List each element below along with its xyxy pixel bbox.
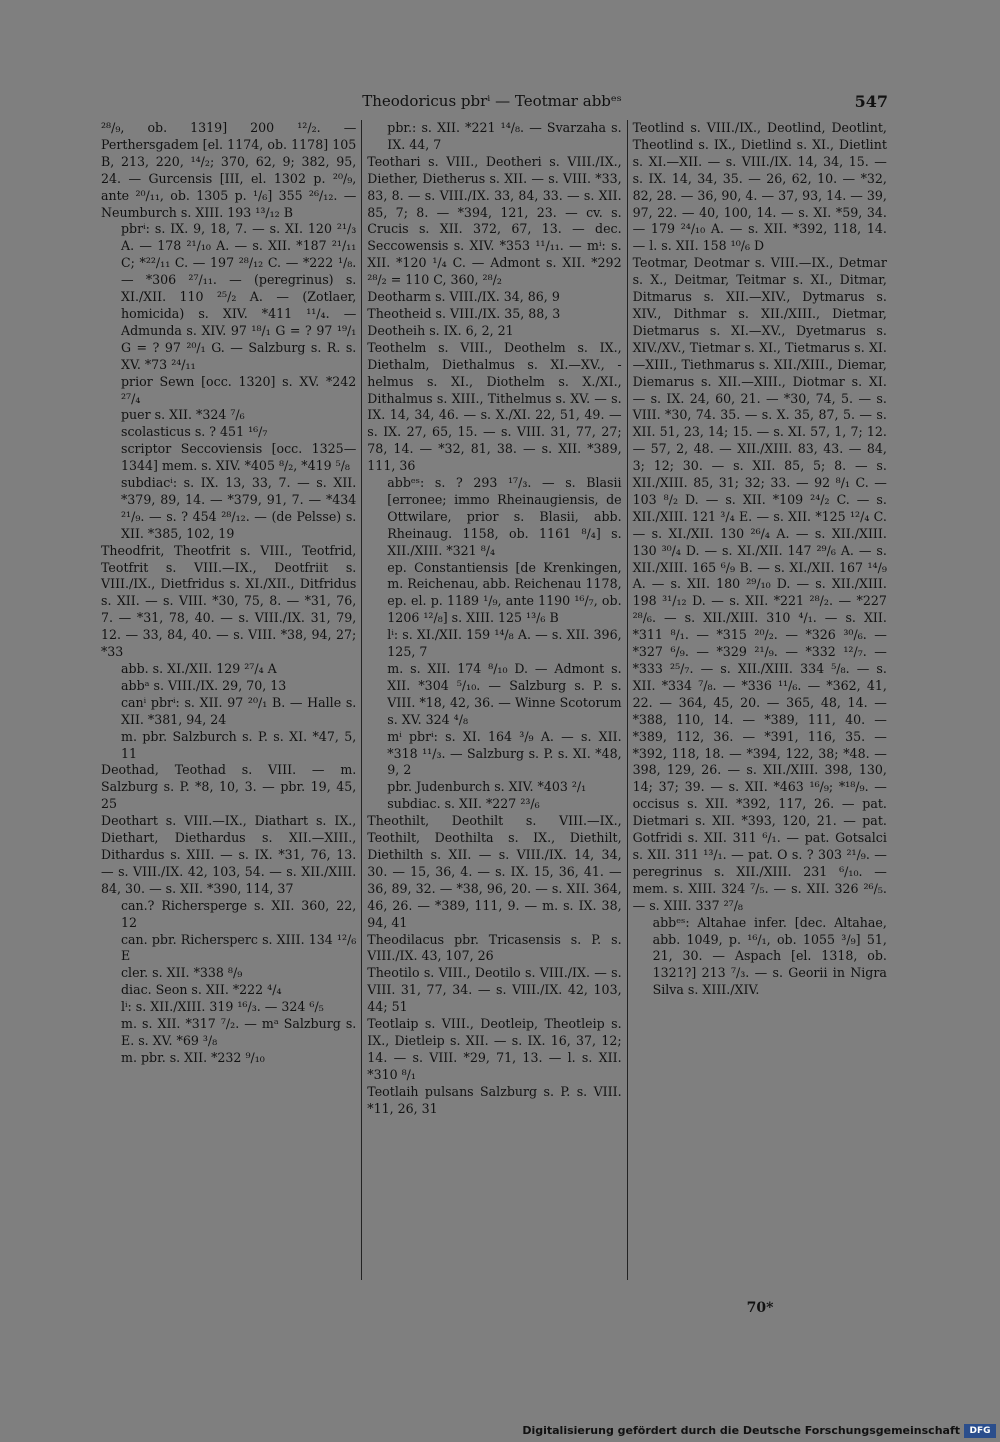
index-subentry: lⁱ: s. XI./XII. 159 ¹⁴/₈ A. — s. XII. 396, 125, 7 <box>387 627 622 660</box>
index-subentry: cler. s. XII. *338 ⁸/₉ <box>121 965 243 981</box>
index-entry: Deotheih s. IX. 6, 2, 21 <box>367 322 514 338</box>
index-subentry: m. pbr. s. XII. *232 ⁹/₁₀ <box>121 1049 265 1065</box>
index-entry: Teotlind s. VIII./IX., Deotlind, Deotlint, Theotlind s. IX., Dietlind s. XI., Dietlint s. XI.—XII. — s. VIII./IX. 14, 34, 15. — s. IX. 14, 34, 35. — 26, 62, 10. — *32, 82, 28. — 36, 90, 4. — 37, 93, 14. — 39, 97, 22. — 40, 100, 14. — s. XI. *59, 34. — 179 ²⁴/₁₀ A. — s. XII. *392, 118, 14. — l. s. XII. 158 ¹⁰/₆ D <box>632 120 887 254</box>
funding-note: Digitalisierung gefördert durch die Deutsche Forschungsgemeinschaft <box>522 1424 960 1437</box>
column-middle <box>361 120 626 1280</box>
index-entry: Deotharm s. VIII./IX. 34, 86, 9 <box>367 289 560 305</box>
index-entry: Teothari s. VIII., Deotheri s. VIII./IX., Diether, Dietherus s. XII. — s. VIII. *33, 83, 8. — s. VIII./IX. 33, 84, 33. — s. XII. 85, 7; 8. — *394, 121, 23. — cv. s. Crucis s. XII. 372, 67, 13. — dec. Seccowensis s. XIV. *353 ¹¹/₁₁. — mⁱ: s. XII. *120 ¹/₄ C. — Admont s. XII. *292 ²⁸/₂ = 110 C, 360, ²⁸/₂ <box>367 153 622 288</box>
column-left <box>96 120 361 1280</box>
index-entry: Teotlaip s. VIII., Deotleip, Theotleip s. IX., Dietleip s. XII. — s. IX. 16, 37, 12; 14. — s. VIII. *29, 71, 13. — l. s. XII. *310 ⁸/₁ <box>367 1016 622 1082</box>
running-title: Theodoricus pbrⁱ — Teotmar abbᵉˢ <box>362 92 622 110</box>
index-subentry: lⁱ: s. XII./XIII. 319 ¹⁶/₃. — 324 ⁶/₅ <box>121 999 324 1015</box>
index-subentry: diac. Seon s. XII. *222 ⁴/₄ <box>121 982 282 998</box>
column-right <box>627 120 892 1280</box>
index-subentry: can.? Richersperge s. XII. 360, 22, 12 <box>121 897 357 930</box>
index-entry: Theotilo s. VIII., Deotilo s. VIII./IX. — s. VIII. 31, 77, 34. — s. VIII./IX. 42, 103, 44; 51 <box>367 965 622 1015</box>
page-header <box>96 92 888 114</box>
index-subentry: can. pbr. Richersperc s. XIII. 134 ¹²/₆ E <box>121 931 357 964</box>
index-entry: Theodilacus pbr. Tricasensis s. P. s. VIII./IX. 43, 107, 26 <box>367 931 622 964</box>
index-subentry: prior Sewn [occ. 1320] s. XV. *242 ²⁷/₄ <box>121 373 357 406</box>
index-entry: Teotmar, Deotmar s. VIII.—IX., Detmar s. X., Deitmar, Teitmar s. XI., Ditmar, Ditmarus s. XII.—XIV., Dytmarus s. XIV., Dithmar s. XII./XIII., Dietmar, Dietmarus s. XI.—XV., Dyetmarus s. XIV./XV., Tietmar s. XI., Tietmarus s. XI.—XIII., Tiethmarus s. XII./XIII., Diemar, Diemarus s. XII.—XIII., Diotmar s. XI. — s. IX. 24, 60, 21. — *30, 74, 5. — s. VIII. *30, 74. 35. — s. X. 35, 87, 5. — s. XII. 51, 23, 14; 15. — s. XI. 57, 1, 7; 12. — 57, 2, 48. — XII./XIII. 83, 43. — 84, 3; 12; 30. — s. XII. 85, 5; 8. — s. XII./XIII. 85, 31; 32; 33. — 92 ⁸/₁ C. — 103 ⁸/₂ D. — s. XII. *109 ²⁴/₂ C. — s. XII./XIII. 121 ³/₄ E. — s. XII. *125 ¹²/₄ C. — s. XI./XII. 130 ²⁶/₄ A. — s. XII./XIII. 130 ³⁰/₄ D. — s. XI./XII. 147 ²⁹/₆ A. — s. XII./XIII. 165 ⁶/₉ B. — s. XI./XII. 167 ¹⁴/₉ A. — s. XII. 180 ²⁹/₁₀ D. — s. XII./XIII. 198 ³¹/₁₂ D. — s. XII. *221 ²⁸/₂. — *227 ²⁸/₆. — s. XII./XIII. 310 ⁴/₁. — s. XII. *311 ⁸/₁. — *315 ²⁰/₂. — *326 ³⁰/₆. — *327 ⁶/₉. — *329 ²¹/₉. — *332 ¹²/₇. — *333 ²⁵/₇. — s. XII./XIII. 334 ⁵/₈. — s. XII. *334 ⁷/₈. — *336 ¹¹/₆. — *362, 41, 22. — 364, 45, 20. — 365, 48, 14. — *388, 110, 14. — *389, 111, 40. — *389, 112, 36. — *391, 116, 35. — *392, 118, 18. — *394, 122, 38; *48. — 398, 129, 26. — s. XII./XIII. 398, 130, 14; 37; 39. — s. XII. *463 ¹⁶/₉; *¹⁸/₉. — occisus s. XII. *392, 117, 26. — pat. Dietmari s. XII. *393, 120, 21. — pat. Gotfridi s. XII. 311 ⁶/₁. — pat. Gotsalci s. XII. 311 ¹³/₁. — pat. O s. ? 303 ²¹/₉. — peregrinus s. XII./XIII. 231 ⁶/₁₀. — mem. s. XIII. 324 ⁷/₅. — s. XII. 326 ²⁶/₅. — s. XIII. 337 ²⁷/₈ <box>632 255 887 913</box>
index-subentry: subdiacⁱ: s. IX. 13, 33, 7. — s. XII. *379, 89, 14. — *379, 91, 7. — *434 ²¹/₉. — s. ? 454 ²⁸/₁₂. — (de Pelsse) s. XII. *385, 102, 19 <box>121 475 357 541</box>
index-entry: Teothelm s. VIII., Deothelm s. IX., Diethalm, Diethalmus s. XI.—XV., -helmus s. XI., Diothelm s. X./XI., Dithalmus s. XIII., Tithelmus s. XV. — s. IX. 14, 34, 46. — s. X./XI. 22, 51, 49. — s. IX. 27, 65, 15. — s. VIII. 31, 77, 27; 78, 14. — *32, 81, 38. — s. XII. *389, 111, 36 <box>367 339 622 474</box>
index-entry: Theodfrit, Theotfrit s. VIII., Teotfrid, Teotfrit s. VIII.—IX., Deotfriit s. VIII./IX., Dietfridus s. XI./XII., Ditfridus s. XII. — s. VIII. *30, 75, 8. — *31, 76, 7. — *31, 78, 40. — s. VIII./IX. 31, 79, 12. — 33, 84, 40. — s. VIII. *38, 94, 27; *33 <box>101 542 357 660</box>
index-subentry: m. s. XII. 174 ⁸/₁₀ D. — Admont s. XII. *304 ⁵/₁₀. — Salzburg s. P. s. VIII. *18, 42, 36. — Winne Scotorum s. XV. 324 ⁴/₈ <box>387 661 622 727</box>
index-subentry: puer s. XII. *324 ⁷/₆ <box>121 407 245 423</box>
footer <box>0 1424 1000 1442</box>
index-subentry: subdiac. s. XII. *227 ²³/₆ <box>387 796 540 812</box>
index-subentry: scriptor Seccoviensis [occ. 1325—1344] mem. s. XIV. *405 ⁸/₂, *419 ⁵/₈ <box>121 441 357 474</box>
index-subentry: abbᵃ s. VIII./IX. 29, 70, 13 <box>121 677 287 693</box>
index-entry: Deothart s. VIII.—IX., Diathart s. IX., Diethart, Diethardus s. XII.—XIII., Dithardus s. XIII. — s. IX. *31, 76, 13. — s. VIII./IX. 42, 103, 54. — s. XII./XIII. 84, 30. — s. XII. *390, 114, 37 <box>101 813 357 896</box>
index-subentry: m. s. XII. *317 ⁷/₂. — mᵃ Salzburg s. E. s. XV. *69 ³/₈ <box>121 1016 357 1048</box>
signature-mark: 70* <box>746 1300 774 1316</box>
index-entry: Deothad, Teothad s. VIII. — m. Salzburg s. P. *8, 10, 3. — pbr. 19, 45, 25 <box>101 762 357 812</box>
index-subentry: ep. Constantiensis [de Krenkingen, m. Reichenau, abb. Reichenau 1178, ep. el. p. 1189 ¹/₉, ante 1190 ¹⁶/₇, ob. 1206 ¹²/₈] s. XIII. 125 ¹³/₆ B <box>387 559 622 626</box>
index-subentry: mⁱ pbrⁱ: s. XI. 164 ³/₉ A. — s. XII. *318 ¹¹/₃. — Salzburg s. P. s. XI. *48, 9, 2 <box>387 728 622 778</box>
index-subentry: pbr. Judenburch s. XIV. *403 ²/₁ <box>387 779 587 795</box>
index-entry: Theotheid s. VIII./IX. 35, 88, 3 <box>367 305 561 321</box>
index-subentry: canⁱ pbrⁱ: s. XII. 97 ²⁰/₁ B. — Halle s. XII. *381, 94, 24 <box>121 694 357 727</box>
index-subentry: pbr.: s. XII. *221 ¹⁴/₈. — Svarzaha s. IX. 44, 7 <box>387 120 622 152</box>
index-subentry: scolasticus s. ? 451 ¹⁶/₇ <box>121 424 268 440</box>
index-entry: Teotlaih pulsans Salzburg s. P. s. VIII. *11, 26, 31 <box>367 1083 622 1116</box>
index-subentry: abbᵉˢ: s. ? 293 ¹⁷/₃. — s. Blasii [erronee; immo Rheinaugiensis, de Ottwilare, prior s. Blasii, abb. Rheinaug. 1158, ob. 1161 ⁸/₄] s. XII./XIII. *321 ⁸/₄ <box>387 475 622 558</box>
index-subentry: abbᵉˢ: Altahae infer. [dec. Altahae, abb. 1049, p. ¹⁶/₁, ob. 1055 ³/₉] 51, 21, 30. — Aspach [el. 1318, ob. 1321?] 213 ⁷/₃. — s. Georii in Nigra Silva s. XIII./XIV. <box>652 914 887 998</box>
index-subentry: pbrⁱ: s. IX. 9, 18, 7. — s. XI. 120 ²¹/₃ A. — 178 ²¹/₁₀ A. — s. XII. *187 ²¹/₁₁ C; *²²/₁₁ C. — 197 ²⁸/₁₂ C. — *222 ¹/₈. — *306 ²⁷/₁₁. — (peregrinus) s. XI./XII. 110 ²⁵/₂ A. — (Zotlaer, homicida) s. XIV. *411 ¹¹/₄. — Admunda s. XIV. 97 ¹⁸/₁ G = ? 97 ¹⁹/₁ G = ? 97 ²⁰/₁ G. — Salzburg s. R. s. XV. *73 ²⁴/₁₁ <box>121 221 357 372</box>
dfg-logo: DFG <box>964 1424 996 1438</box>
index-subentry: m. pbr. Salzburch s. P. s. XI. *47, 5, 11 <box>121 728 357 761</box>
page-number: 547 <box>854 92 888 111</box>
index-entry: Theothilt, Deothilt s. VIII.—IX., Teothilt, Deothilta s. IX., Diethilt, Diethilth s. XII. — s. VIII./IX. 14, 34, 30. — 15, 36, 4. — s. IX. 15, 36, 41. — 36, 89, 32. — *38, 96, 20. — s. XII. 364, 46, 26. — *389, 111, 9. — m. s. IX. 38, 94, 41 <box>367 813 622 930</box>
index-columns <box>96 120 892 1280</box>
index-entry: ²⁸/₉, ob. 1319] 200 ¹²/₂. — Perthersgadem [el. 1174, ob. 1178] 105 B, 213, 220, ¹⁴/₂; 370, 62, 9; 382, 95, 24. — Gurcensis [III, el. 1302 p. ²⁰/₉, ante ²⁰/₁₁, ob. 1305 p. ¹/₆] 355 ²⁶/₁₂. — Neumburch s. XIII. 193 ¹³/₁₂ B <box>101 120 357 220</box>
index-subentry: abb. s. XI./XII. 129 ²⁷/₄ A <box>121 661 277 676</box>
